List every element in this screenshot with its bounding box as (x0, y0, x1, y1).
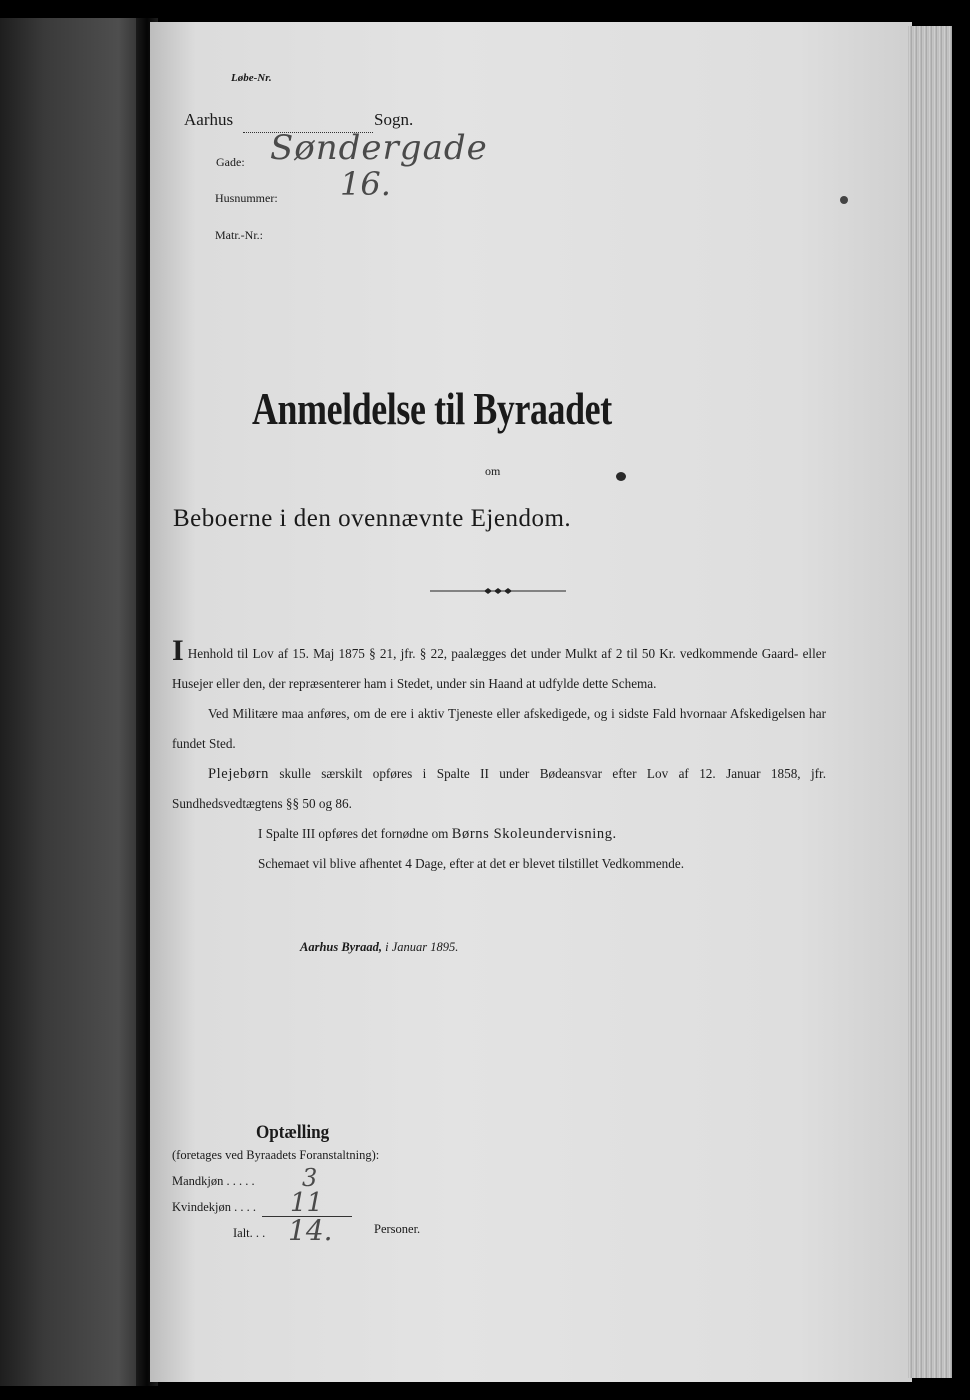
om-label: om (485, 464, 501, 478)
ialt-handwritten-value: 14. (288, 1214, 333, 1247)
count-heading: Optælling (256, 1122, 330, 1143)
mandkjon-handwritten-value: 3 (302, 1164, 318, 1192)
gade-handwritten-value: Søndergade (270, 128, 488, 168)
plejeborn-emphasis: Plejebørn (208, 766, 269, 782)
mandkjon-label: Mandkjøn . . . . . (172, 1174, 255, 1188)
count-note: (foretages ved Byraadets Foranstaltning): (172, 1148, 380, 1162)
paragraph-1 (172, 636, 826, 699)
paper-blemish (840, 196, 848, 204)
paragraph-4-text: I Spalte III opføres det fornødne om (258, 826, 449, 841)
gade-label: Gade: (216, 155, 245, 169)
husnummer-label: Husnummer: (215, 191, 278, 205)
city-label: Aarhus (184, 110, 234, 129)
sogn-label: Sogn. (374, 110, 414, 129)
paragraph-4 (172, 819, 826, 849)
left-page (0, 18, 148, 1386)
paragraph-2: Ved Militære maa anføres, om de ere i aktiv Tjeneste eller afskedigede, og i sidste Fald hvornaar Afskedigelsen har fundet Sted. (172, 706, 826, 751)
paragraph-3-text: skulle særskilt opføres i Spalte II under Bødeansvar efter Lov af 12. Januar 1858, jfr. Sundhedsvedtægtens §§ 50 og 86. (172, 766, 826, 811)
ialt-label: Ialt. . . (233, 1226, 266, 1240)
signature-date: i Januar 1895. (385, 940, 459, 954)
kvindekjon-label: Kvindekjøn . . . . (172, 1200, 257, 1214)
personer-label: Personer. (374, 1222, 421, 1236)
paragraph-1-text: Henhold til Lov af 15. Maj 1875 § 21, jfr. § 22, paalægges det under Mulkt af 2 til 50 Kr. vedkommende Gaard- eller Husejer eller den, der repræsenterer ham i Stedet, under sin Haand at udfylde dette Schema. (172, 646, 826, 691)
matr-nr-label: Matr.-Nr.: (215, 228, 263, 242)
ornament-divider (430, 585, 566, 597)
paragraph-5: Schemaet vil blive afhentet 4 Dage, efter at det er blevet tilstillet Vedkommende. (258, 856, 685, 871)
document-subtitle: Beboerne i den ovennævnte Ejendom. (173, 505, 572, 532)
instructions-block (172, 636, 826, 879)
ink-spot (616, 472, 626, 481)
husnummer-handwritten-value: 16. (340, 165, 391, 203)
lobe-nr-label: Løbe-Nr. (231, 72, 272, 84)
signature-name: Aarhus Byraad, (300, 940, 382, 954)
skoleundervisning-emphasis: Børns Skoleundervisning. (451, 826, 617, 842)
kvindekjon-handwritten-value: 11 (290, 1188, 324, 1218)
document-title: Anmeldelse til Byraadet (252, 383, 612, 434)
signature-line (300, 940, 458, 955)
page-edges (908, 26, 952, 1378)
dropcap: I (172, 634, 184, 667)
paragraph-3 (172, 759, 826, 819)
